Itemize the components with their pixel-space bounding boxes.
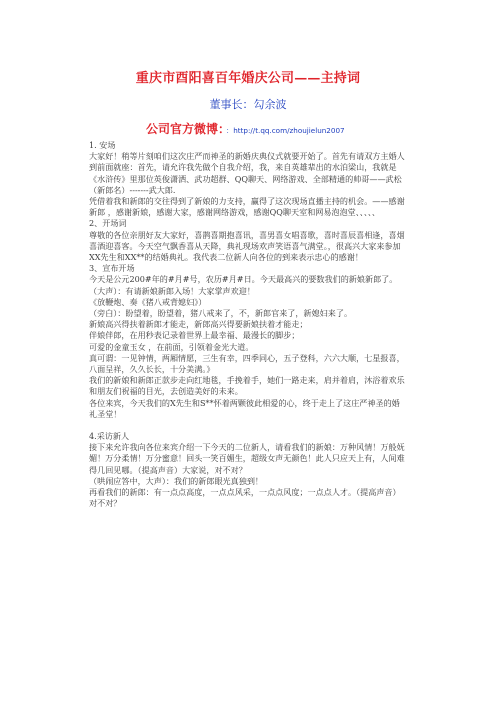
paragraph: 接下来允许我向各位来宾介绍一下今天的二位新人，请看我们的新娘：万种风情！万般妩媚！万分柔情！万分蜜意！回头一笑百媚生，超级女声无颜色！此人只应天上有，人间难得几回见哪。（提高声音）大家说，对不对？ bbox=[89, 442, 405, 475]
section-heading-2: 2、开场词 bbox=[89, 218, 127, 229]
paragraph: 我们的新娘和新郎正款步走向红地毯，手挽着手，她们一路走来，肩并着肩，沐浴着欢乐和朋友们祝福的目光，去创造美好的未来。 bbox=[89, 375, 405, 397]
blank-line bbox=[89, 420, 407, 431]
document-body bbox=[89, 140, 407, 510]
section-heading-1: 1. 安场 bbox=[89, 140, 116, 150]
weibo-link[interactable]: ：http://t.qq.com/zhoujielun2007 bbox=[226, 126, 345, 135]
paragraph: 再看我们的新郎：有一点点高度，一点点风采，一点点风度；一点点人才。（提高声音）对不对？ bbox=[89, 487, 401, 509]
paragraph: 新娘高兴得扶着新郎才能走，新郎高兴得要新娘扶着才能走； bbox=[89, 319, 308, 330]
paragraph: 《放鞭炮、奏《猪八戒背媳妇》） bbox=[89, 296, 207, 307]
paragraph: 凭借着我和新郎的交往得到了新娘的力支持，赢得了这次现场直播主持的机会。——感谢新郎 ，感谢新娘，感谢大家，感谢网络游戏，感谢QQ聊天室和网易泡泡堂、、、、、 bbox=[89, 196, 405, 218]
section-heading-4: 4.采访新人 bbox=[89, 431, 130, 442]
paragraph: （哄闹应答中，大声）：我们的新郎眼光真独到！ bbox=[89, 475, 264, 486]
paragraph: 可爱的金童玉女 ，在前面，引领着金光大道。 bbox=[89, 341, 254, 352]
paragraph: 伴娘伴郎，在用秒表记录着世界上最幸福、最漫长的脚步； bbox=[89, 330, 300, 341]
document-title: 重庆市酉阳喜百年婚庆公司——主持词 bbox=[135, 71, 361, 86]
paragraph: 大家好！稍等片刻咱们这次庄严而神圣的新婚庆典仪式就要开始了。首先有请双方主婚人到前面就座：首先，请允许我先做个自我介绍，我，来自英雄辈出的水泊梁山，我就是《水浒传》里那位英俊潇洒、武功超群、QQ聊天、网络游戏、全部精通的帅哥——武松（新郎名）-------武大郎. bbox=[89, 151, 405, 195]
paragraph: 真可谓：一见钟情，两厢情愿，三生有幸，四季同心，五子登科，六六大顺，七星报喜，八面呈祥，久久长长，十分美满。》 bbox=[89, 352, 405, 375]
weibo-line bbox=[146, 118, 345, 137]
paragraph: （大声）：有请新娘新郎入场！大家掌声欢迎！ bbox=[89, 285, 255, 296]
paragraph: 今天是公元200#年的#月#号，农历#月#日。今天最高兴的要数我们的新娘新郎了。 bbox=[89, 274, 398, 285]
paragraph: （旁白）：盼望着，盼望着，猪八戒来了，不，新郎官来了，新媳妇来了。 bbox=[89, 308, 353, 319]
weibo-label: 公司官方微博： bbox=[146, 122, 225, 136]
chairman-line: 董事长：勾余波 bbox=[209, 98, 287, 111]
section-heading-3: 3、宣布开场 bbox=[89, 263, 135, 274]
paragraph: 各位来宾，今天我们的X先生和S**怀着两颗彼此相爱的心，终于走上了这庄严神圣的婚礼圣堂！ bbox=[89, 397, 400, 419]
paragraph: 尊敬的各位亲朋好友大家好，喜鹊喜期抱喜讯，喜男喜女唱喜歌，喜时喜辰喜相逢，喜烟喜酒迎喜客。今天空气飘香喜从天降，典礼现场欢声笑语喜气满堂。，很高兴大家来参加XX先生和XX**的结婚典礼。我代表二位新人向各位的到来表示忠心的感谢！ bbox=[89, 229, 405, 263]
